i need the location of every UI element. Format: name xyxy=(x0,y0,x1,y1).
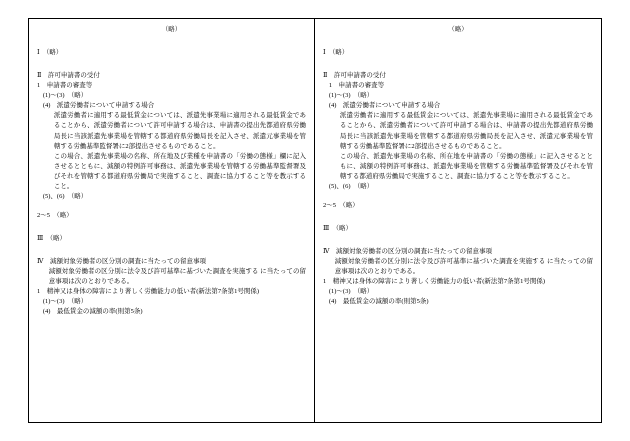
document-paragraph: （略） xyxy=(448,26,468,33)
vertical-spacer xyxy=(323,211,593,224)
document-paragraph: (4) 派遣労働者について申請する場合 xyxy=(328,102,441,110)
document-paragraph: この場合、派遣先事業場の名称、所在地を申請書の「労働の態様」に記入させるとともに、減額の特例許可事務は、派遣先事業場を管轄する労働基準監督署及びそれを管轄する都道府県労働局で実施すること、調査に協力すること等を教示すること。 xyxy=(339,152,593,180)
document-paragraph: Ⅲ （略） xyxy=(323,224,353,232)
vertical-spacer xyxy=(323,58,593,71)
document-paragraph: Ⅳ 減額対象労働者の区分別の調査に当たっての留意事項 xyxy=(37,258,206,266)
document-paragraph: (4) 最低賃金の減額の率(則第5条) xyxy=(328,298,429,306)
document-paragraph: Ⅰ （略） xyxy=(323,49,349,57)
comparison-table xyxy=(28,18,602,423)
vertical-spacer xyxy=(37,221,306,234)
document-paragraph: Ⅲ （略） xyxy=(37,235,67,242)
document-paragraph: Ⅱ 許可申請書の受付 xyxy=(323,72,386,80)
document-paragraph: (5)、(6) （略） xyxy=(42,192,88,200)
document-paragraph: この場合、派遣先事業場の名称、所在地及び業種を申請書の「労働の態様」欄に記入させるとともに、減額の特例許可事務は、派遣先事業場を管轄する労働基準監督署及びそれを管轄する都道府県労働局で実施すること、調査に協力すること等を教示すること。 xyxy=(53,152,306,190)
document-paragraph: 1 申請書の審査等 xyxy=(37,82,93,90)
document-paragraph: (4) 派遣労働者について申請する場合 xyxy=(42,102,155,110)
document-paragraph: (1)～(3) （略） xyxy=(328,288,374,296)
vertical-spacer xyxy=(323,234,593,247)
left-column xyxy=(29,19,315,422)
document-paragraph: Ⅱ 許可申請書の受付 xyxy=(37,72,100,80)
document-paragraph: Ⅰ （略） xyxy=(37,49,63,57)
document-paragraph: 減額対象労働者の区分別に法令及び許可基準に基づいた調査を実施する に当たっての留意事項は次のとおりである。 xyxy=(334,258,593,276)
document-paragraph: 減額対象労働者の区分別に法令及び許可基準に基づいた調査を実施する に当たっての留意事項は次のとおりである。 xyxy=(48,268,306,286)
document-paragraph: （略） xyxy=(161,26,182,33)
right-column xyxy=(315,19,601,422)
document-paragraph: 1 精神又は身体の障害により著しく労働能力の低い者(新法第7条第1号関係) xyxy=(323,278,546,286)
vertical-spacer xyxy=(37,244,306,257)
document-paragraph: (4) 最低賃金の減額の率(則第5条) xyxy=(42,308,143,316)
vertical-spacer xyxy=(37,202,306,211)
document-paragraph: Ⅳ 減額対象労働者の区分別の調査に当たっての留意事項 xyxy=(323,248,492,255)
document-paragraph: (1)～(3) （略） xyxy=(328,92,374,100)
document-paragraph: (1)～(3) （略） xyxy=(42,298,88,306)
document-paragraph: 2～5 （略） xyxy=(323,201,359,209)
vertical-spacer xyxy=(323,35,593,48)
document-paragraph: (5)、(6) （略） xyxy=(328,182,374,190)
document-paragraph: 1 申請書の審査等 xyxy=(328,82,385,90)
vertical-spacer xyxy=(37,58,306,71)
vertical-spacer xyxy=(323,192,593,201)
document-paragraph: 1 精神又は身体の障害により著しく労働能力の低い者(新法第7条第1号関係) xyxy=(37,288,260,296)
vertical-spacer xyxy=(37,35,306,48)
document-paragraph: 2～5 （略） xyxy=(37,211,73,219)
document-paragraph: (1)～(3) （略） xyxy=(42,92,88,100)
document-paragraph: 派遣労働者に適用する最低賃金については、派遣先事業場に適用される最低賃金であることから、派遣労働者について許可申請する場合は、申請書の提出先都道府県労働局長に当該派遣先事業場を管轄する都道府県労働局長を記入させ、派遣元事業場を管轄する労働基準監督署に2部提出させるものであること。 xyxy=(53,112,306,150)
document-paragraph: 派遣労働者に適用する最低賃金については、派遣先事業場に適用される最低賃金であることから、派遣労働者について許可申請する場合は、申請書の提出先都道府県労働局長に当該派遣先事業場を管轄する都道府県労働局長を記入させ、派遣元事業場を管轄する労働基準監督署に2部提出させるものであること。 xyxy=(339,112,593,150)
